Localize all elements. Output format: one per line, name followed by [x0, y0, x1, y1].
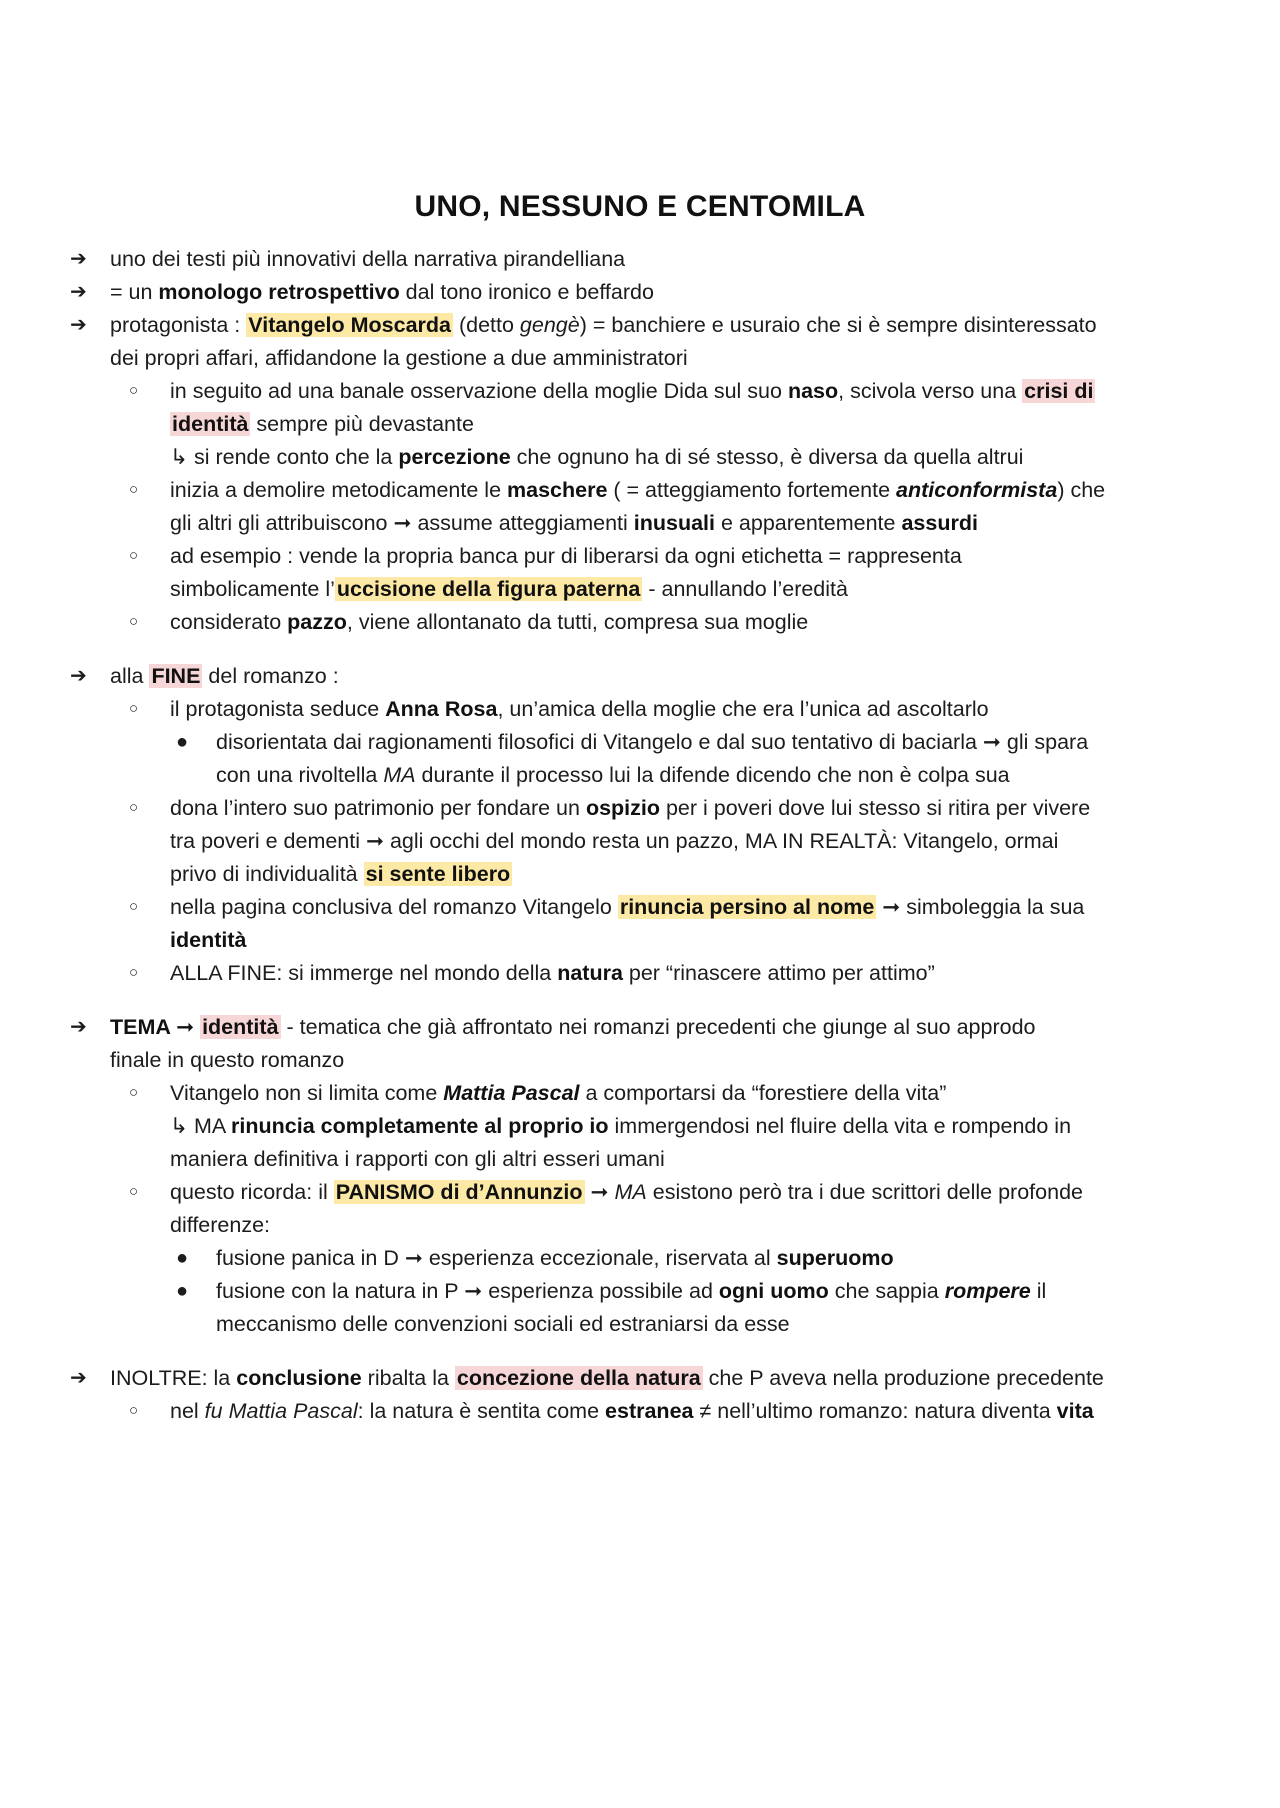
- note-line: [216, 1241, 894, 1275]
- text-run: inizia a demolire metodicamente le: [170, 478, 507, 502]
- text-run: ↳ si rende conto che la: [170, 445, 399, 469]
- emphasis-text: MA: [614, 1180, 647, 1204]
- circle-bullet-icon: ○: [129, 1402, 139, 1419]
- text-run: Vitangelo non si limita come: [170, 1081, 444, 1105]
- emphasis-text: pazzo: [287, 610, 347, 634]
- text-run: = un: [110, 280, 159, 304]
- text-run: ➞: [584, 1180, 615, 1204]
- arrow-bullet-icon: ➔: [70, 1367, 87, 1389]
- note-line: [216, 1274, 1046, 1308]
- text-run: uno dei testi più innovativi della narrativa pirandelliana: [110, 247, 626, 271]
- note-line: [170, 473, 1105, 507]
- emphasis-text: maschere: [507, 478, 608, 502]
- circle-bullet-icon: ○: [129, 481, 139, 498]
- emphasis-text: fu Mattia Pascal: [204, 1399, 358, 1423]
- arrow-bullet-icon: ➔: [70, 248, 87, 270]
- text-run: tra poveri e dementi ➞ agli occhi del mondo resta un pazzo, MA IN REALTÀ: Vitangelo, ormai: [170, 829, 1059, 853]
- text-run: gli altri gli attribuiscono ➞ assume atteggiamenti: [170, 511, 634, 535]
- note-line: [110, 275, 654, 309]
- emphasis-text: natura: [557, 961, 623, 985]
- emphasis-text: estranea: [605, 1399, 694, 1423]
- arrow-bullet-icon: ➔: [70, 665, 87, 687]
- text-run: del romanzo :: [202, 664, 339, 688]
- circle-bullet-icon: ○: [129, 613, 139, 630]
- note-line: [170, 956, 935, 990]
- text-run: che ognuno ha di sé stesso, è diversa da quella altrui: [510, 445, 1024, 469]
- text-run: simbolicamente l’: [170, 577, 335, 601]
- circle-bullet-icon: ○: [129, 799, 139, 816]
- note-line: [170, 1208, 270, 1242]
- text-run: fusione con la natura in P ➞ esperienza possibile ad: [216, 1279, 719, 1303]
- emphasis-text: ospizio: [585, 796, 660, 820]
- text-run: in seguito ad una banale osservazione della moglie Dida sul suo: [170, 379, 788, 403]
- note-line: [170, 572, 848, 606]
- note-line: [110, 341, 688, 375]
- highlighted-text: identità: [202, 1015, 279, 1039]
- text-run: - annullando l’eredità: [642, 577, 848, 601]
- text-run: sempre più devastante: [250, 412, 474, 436]
- text-run: - tematica che già affrontato nei romanzi precedenti che giunge al suo approdo: [280, 1015, 1036, 1039]
- emphasis-text: rompere: [944, 1279, 1031, 1303]
- emphasis-text: identità: [170, 928, 247, 952]
- text-run: fusione panica in D ➞ esperienza eccezionale, riservata al: [216, 1246, 777, 1270]
- emphasis-text: percezione: [398, 445, 511, 469]
- text-run: ) che: [1057, 478, 1106, 502]
- arrow-bullet-icon: ➔: [70, 1016, 87, 1038]
- emphasis-text: superuomo: [776, 1246, 894, 1270]
- highlighted-text: PANISMO di d’Annunzio: [335, 1180, 583, 1204]
- emphasis-text: gengè: [519, 313, 580, 337]
- text-run: meccanismo delle convenzioni sociali ed estraniarsi da esse: [216, 1312, 790, 1336]
- page-title: UNO, NESSUNO E CENTOMILA: [414, 190, 866, 223]
- circle-bullet-icon: ○: [129, 964, 139, 981]
- highlighted-text: concezione della natura: [456, 1366, 701, 1390]
- circle-bullet-icon: ○: [129, 547, 139, 564]
- text-run: privo di individualità: [170, 862, 364, 886]
- emphasis-text: ogni uomo: [718, 1279, 829, 1303]
- text-run: ad esempio : vende la propria banca pur di liberarsi da ogni etichetta = rappresenta: [170, 544, 962, 568]
- text-run: dona l’intero suo patrimonio per fondare un: [170, 796, 586, 820]
- note-line: [110, 1361, 1104, 1395]
- note-line: [170, 506, 978, 540]
- circle-bullet-icon: ○: [129, 1084, 139, 1101]
- text-run: e apparentemente: [715, 511, 902, 535]
- text-run: che sappia: [828, 1279, 945, 1303]
- highlighted-text: crisi di: [1024, 379, 1094, 403]
- circle-bullet-icon: ○: [129, 898, 139, 915]
- emphasis-text: naso: [787, 379, 839, 403]
- note-line: [170, 923, 246, 957]
- arrow-bullet-icon: ➔: [70, 281, 87, 303]
- note-line: [170, 1142, 665, 1176]
- text-run: con una rivoltella: [216, 763, 384, 787]
- text-run: , un’amica della moglie che era l’unica ad ascoltarlo: [497, 697, 989, 721]
- highlighted-text: rinuncia persino al nome: [619, 895, 875, 919]
- text-run: , scivola verso una: [838, 379, 1023, 403]
- text-run: durante il processo lui la difende dicendo che non è colpa sua: [415, 763, 1010, 787]
- text-run: considerato: [170, 610, 288, 634]
- text-run: maniera definitiva i rapporti con gli altri esseri umani: [170, 1147, 665, 1171]
- circle-bullet-icon: ○: [129, 382, 139, 399]
- emphasis-text: Anna Rosa: [385, 697, 498, 721]
- text-run: ↳ MA: [170, 1114, 232, 1138]
- text-run: a comportarsi da “forestiere della vita”: [579, 1081, 947, 1105]
- emphasis-text: assurdi: [901, 511, 978, 535]
- note-line: [170, 539, 962, 573]
- text-run: differenze:: [170, 1213, 271, 1237]
- highlighted-text: uccisione della figura paterna: [336, 577, 641, 601]
- emphasis-text: rinuncia completamente al proprio io: [231, 1114, 609, 1138]
- note-line: [216, 758, 1010, 792]
- note-line: [110, 308, 1097, 342]
- note-line: [216, 1307, 790, 1341]
- highlighted-text: FINE: [151, 664, 201, 688]
- arrow-bullet-icon: ➔: [70, 314, 87, 336]
- text-run: (detto: [452, 313, 520, 337]
- text-run: per “rinascere attimo per attimo”: [622, 961, 935, 985]
- text-run: nella pagina conclusiva del romanzo Vitangelo: [170, 895, 618, 919]
- note-line: [170, 407, 474, 441]
- text-run: protagonista :: [110, 313, 247, 337]
- text-run: : la natura è sentita come: [357, 1399, 606, 1423]
- note-line: [170, 791, 1090, 825]
- emphasis-text: MA: [383, 763, 416, 787]
- highlighted-text: Vitangelo Moscarda: [248, 313, 451, 337]
- note-line: [170, 440, 1023, 474]
- dot-bullet-icon: ●: [176, 731, 189, 753]
- text-run: ➞ simboleggia la sua: [876, 895, 1085, 919]
- emphasis-text: conclusione: [236, 1366, 362, 1390]
- note-line: [170, 857, 512, 891]
- note-line: [110, 242, 625, 276]
- note-line: [110, 1043, 344, 1077]
- note-line: [216, 725, 1088, 759]
- circle-bullet-icon: ○: [129, 1183, 139, 1200]
- dot-bullet-icon: ●: [176, 1247, 189, 1269]
- text-run: ≠ nell’ultimo romanzo: natura diventa: [693, 1399, 1057, 1423]
- emphasis-text: TEMA ➞: [110, 1015, 201, 1039]
- text-run: , viene allontanato da tutti, compresa sua moglie: [346, 610, 809, 634]
- note-line: [170, 1076, 946, 1110]
- text-run: disorientata dai ragionamenti filosofici di Vitangelo e dal suo tentativo di baciarla ➞ gli spara: [216, 730, 1089, 754]
- note-line: [170, 890, 1084, 924]
- note-line: [110, 1010, 1036, 1044]
- text-run: ALLA FINE: si immerge nel mondo della: [170, 961, 558, 985]
- emphasis-text: inusuali: [633, 511, 715, 535]
- note-line: [170, 692, 989, 726]
- note-line: [170, 1175, 1083, 1209]
- text-run: ( = atteggiamento fortemente: [607, 478, 897, 502]
- text-run: esistono però tra i due scrittori delle profonde: [646, 1180, 1083, 1204]
- text-run: dei propri affari, affidandone la gestione a due amministratori: [110, 346, 688, 370]
- note-line: [170, 374, 1095, 408]
- dot-bullet-icon: ●: [176, 1280, 189, 1302]
- text-run: immergendosi nel fluire della vita e rompendo in: [608, 1114, 1072, 1138]
- text-run: ribalta la: [361, 1366, 455, 1390]
- circle-bullet-icon: ○: [129, 700, 139, 717]
- note-line: [170, 605, 808, 639]
- emphasis-text: anticonformista: [896, 478, 1058, 502]
- note-line: [170, 824, 1058, 858]
- text-run: il protagonista seduce: [170, 697, 386, 721]
- note-line: [170, 1109, 1071, 1143]
- text-run: INOLTRE: la: [110, 1366, 237, 1390]
- note-line: [110, 659, 339, 693]
- text-run: il: [1030, 1279, 1047, 1303]
- note-line: [170, 1394, 1094, 1428]
- emphasis-text: monologo retrospettivo: [158, 280, 400, 304]
- text-run: questo ricorda: il: [170, 1180, 334, 1204]
- highlighted-text: identità: [172, 412, 249, 436]
- text-run: per i poveri dove lui stesso si ritira per vivere: [660, 796, 1091, 820]
- text-run: ) = banchiere e usuraio che si è sempre disinteressato: [579, 313, 1097, 337]
- text-run: finale in questo romanzo: [110, 1048, 345, 1072]
- emphasis-text: vita: [1056, 1399, 1094, 1423]
- text-run: nel: [170, 1399, 205, 1423]
- emphasis-text: Mattia Pascal: [443, 1081, 580, 1105]
- highlighted-text: si sente libero: [365, 862, 511, 886]
- text-run: che P aveva nella produzione precedente: [702, 1366, 1104, 1390]
- text-run: alla: [110, 664, 150, 688]
- text-run: dal tono ironico e beffardo: [399, 280, 654, 304]
